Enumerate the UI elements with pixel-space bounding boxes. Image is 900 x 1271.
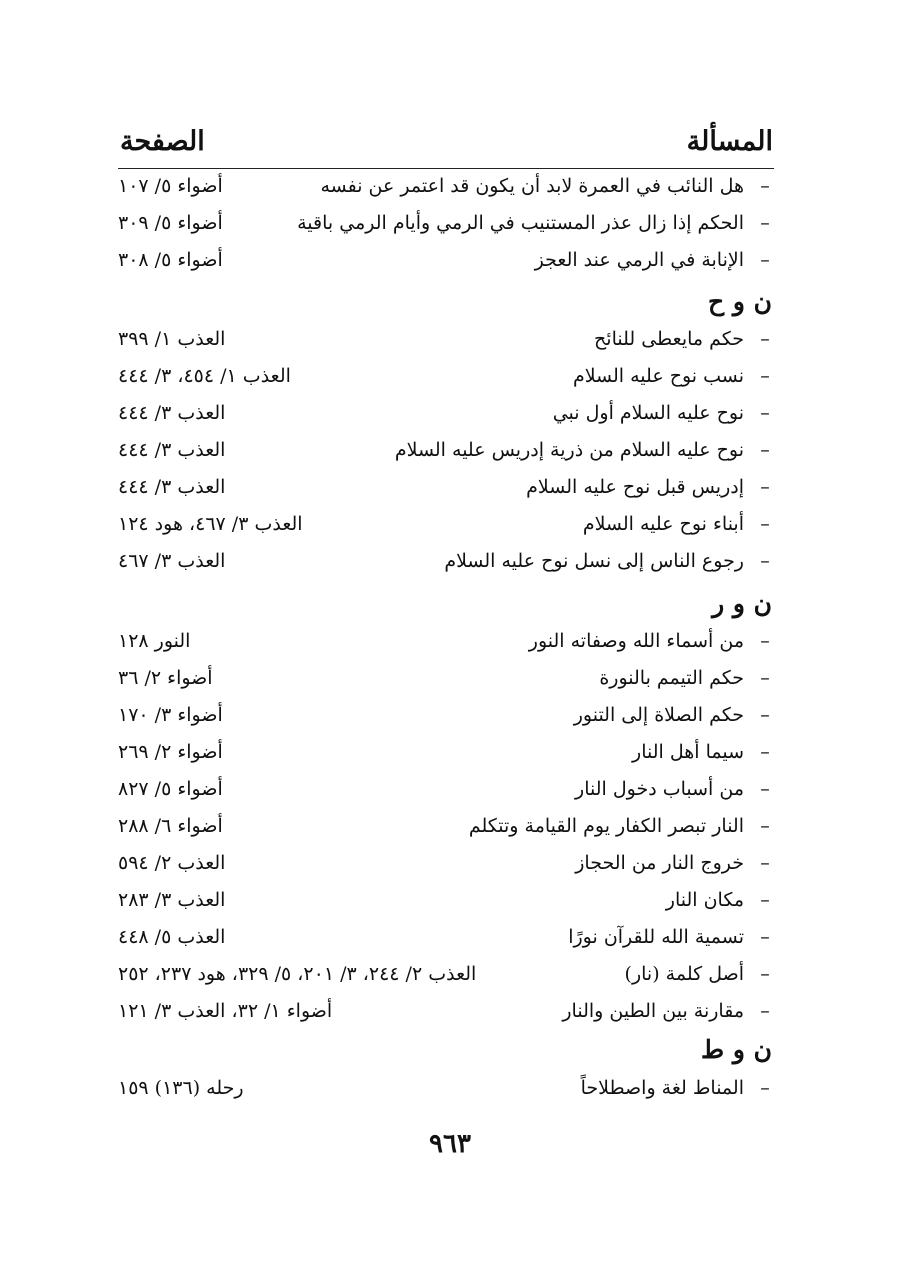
entry-reference: أضواء ٥/ ١٠٧ bbox=[118, 175, 223, 197]
index-entry bbox=[118, 956, 774, 993]
index-entry bbox=[118, 358, 774, 395]
entry-reference: أضواء ٦/ ٢٨٨ bbox=[118, 815, 223, 837]
entry-topic: مكان النار bbox=[665, 889, 744, 911]
entry-reference: أضواء ٥/ ٨٢٧ bbox=[118, 778, 223, 800]
index-entry bbox=[118, 919, 774, 956]
entry-topic: تسمية الله للقرآن نورًا bbox=[568, 926, 744, 948]
entry-dash: – bbox=[760, 550, 770, 572]
index-entry bbox=[118, 506, 774, 543]
entry-dash: – bbox=[760, 1000, 770, 1022]
entry-dash: – bbox=[760, 852, 770, 874]
entry-reference: العذب ٣/ ٤٤٤ bbox=[118, 476, 226, 498]
entry-topic: حكم التيمم بالنورة bbox=[599, 667, 744, 689]
entry-topic: حكم الصلاة إلى التنور bbox=[573, 704, 744, 726]
index-entry bbox=[118, 543, 774, 580]
index-entry bbox=[118, 432, 774, 469]
header-issue-label: المسألة bbox=[686, 126, 773, 157]
entry-reference: أضواء ٥/ ٣٠٨ bbox=[118, 249, 223, 271]
entry-topic: الإنابة في الرمي عند العجز bbox=[534, 249, 744, 271]
entry-dash: – bbox=[760, 476, 770, 498]
entry-dash: – bbox=[760, 963, 770, 985]
entry-dash: – bbox=[760, 630, 770, 652]
entry-topic: النار تبصر الكفار يوم القيامة وتتكلم bbox=[468, 815, 744, 837]
entry-topic: إدريس قبل نوح عليه السلام bbox=[526, 476, 744, 498]
header-page-label: الصفحة bbox=[120, 126, 205, 157]
entry-topic: المناط لغة واصطلاحاً bbox=[580, 1077, 744, 1099]
entry-topic: أبناء نوح عليه السلام bbox=[582, 513, 744, 535]
index-entry bbox=[118, 734, 774, 771]
entry-dash: – bbox=[760, 889, 770, 911]
entry-topic: أصل كلمة (نار) bbox=[624, 963, 744, 985]
entry-dash: – bbox=[760, 513, 770, 535]
entry-reference: العذب ٣/ ٤٦٧ bbox=[118, 550, 226, 572]
entry-reference: العذب ١/ ٤٥٤، ٣/ ٤٤٤ bbox=[118, 365, 291, 387]
index-entry bbox=[118, 771, 774, 808]
entry-reference: أضواء ٢/ ٢٦٩ bbox=[118, 741, 223, 763]
entry-topic: رجوع الناس إلى نسل نوح عليه السلام bbox=[444, 550, 744, 572]
entry-reference: العذب ٣/ ٢٨٣ bbox=[118, 889, 226, 911]
entry-dash: – bbox=[760, 402, 770, 424]
entry-topic: هل النائب في العمرة لابد أن يكون قد اعتمر عن نفسه bbox=[320, 175, 744, 197]
entry-reference: العذب ٣/ ٤٦٧، هود ١٢٤ bbox=[118, 513, 303, 535]
entry-dash: – bbox=[760, 439, 770, 461]
index-entry bbox=[118, 697, 774, 734]
entry-dash: – bbox=[760, 365, 770, 387]
entry-topic: مقارنة بين الطين والنار bbox=[562, 1000, 744, 1022]
entry-reference: العذب ١/ ٣٩٩ bbox=[118, 328, 226, 350]
entry-dash: – bbox=[760, 1077, 770, 1099]
entry-dash: – bbox=[760, 778, 770, 800]
index-entry bbox=[118, 1070, 774, 1107]
page-number: ٩٦٣ bbox=[429, 1129, 471, 1159]
entry-reference: العذب ٥/ ٤٤٨ bbox=[118, 926, 226, 948]
index-entry bbox=[118, 395, 774, 432]
entry-reference: العذب ٣/ ٤٤٤ bbox=[118, 439, 226, 461]
entry-reference: العذب ٣/ ٤٤٤ bbox=[118, 402, 226, 424]
entry-reference: أضواء ٣/ ١٧٠ bbox=[118, 704, 223, 726]
index-entry bbox=[118, 168, 774, 205]
index-entry bbox=[118, 660, 774, 697]
index-entry bbox=[118, 845, 774, 882]
section-heading: ن و ح bbox=[708, 287, 772, 316]
index-entry bbox=[118, 882, 774, 919]
entry-topic: نسب نوح عليه السلام bbox=[572, 365, 744, 387]
entry-dash: – bbox=[760, 328, 770, 350]
entry-reference: العذب ٢/ ٢٤٤، ٣/ ٢٠١، ٥/ ٣٢٩، هود ٢٣٧، ٢٥٢ bbox=[118, 963, 477, 985]
entry-reference: أضواء ١/ ٣٢، العذب ٣/ ١٢١ bbox=[118, 1000, 333, 1022]
entry-reference: العذب ٢/ ٥٩٤ bbox=[118, 852, 226, 874]
entry-topic: من أسباب دخول النار bbox=[575, 778, 744, 800]
entry-topic: سيما أهل النار bbox=[632, 741, 744, 763]
entry-dash: – bbox=[760, 815, 770, 837]
entry-dash: – bbox=[760, 926, 770, 948]
index-entry bbox=[118, 321, 774, 358]
index-entry bbox=[118, 808, 774, 845]
index-entry bbox=[118, 993, 774, 1030]
section-heading: ن و ط bbox=[701, 1035, 772, 1064]
entry-dash: – bbox=[760, 741, 770, 763]
entry-topic: نوح عليه السلام من ذرية إدريس عليه السلام bbox=[394, 439, 744, 461]
entry-reference: أضواء ٢/ ٣٦ bbox=[118, 667, 213, 689]
entry-dash: – bbox=[760, 175, 770, 197]
entry-dash: – bbox=[760, 212, 770, 234]
entry-topic: من أسماء الله وصفاته النور bbox=[528, 630, 744, 652]
entry-reference: النور ١٢٨ bbox=[118, 630, 191, 652]
section-heading: ن و ر bbox=[712, 589, 772, 618]
entry-topic: حكم مايعطى للنائح bbox=[594, 328, 744, 350]
index-entry bbox=[118, 242, 774, 279]
entry-dash: – bbox=[760, 249, 770, 271]
entry-dash: – bbox=[760, 704, 770, 726]
entry-dash: – bbox=[760, 667, 770, 689]
entry-topic: خروج النار من الحجاز bbox=[575, 852, 744, 874]
entry-reference: رحله (١٣٦) ١٥٩ bbox=[118, 1077, 244, 1099]
entry-reference: أضواء ٥/ ٣٠٩ bbox=[118, 212, 223, 234]
index-entry bbox=[118, 205, 774, 242]
entry-topic: الحكم إذا زال عذر المستنيب في الرمي وأيام الرمي باقية bbox=[297, 212, 744, 234]
entry-topic: نوح عليه السلام أول نبي bbox=[552, 402, 744, 424]
index-entry bbox=[118, 469, 774, 506]
index-entry bbox=[118, 623, 774, 660]
